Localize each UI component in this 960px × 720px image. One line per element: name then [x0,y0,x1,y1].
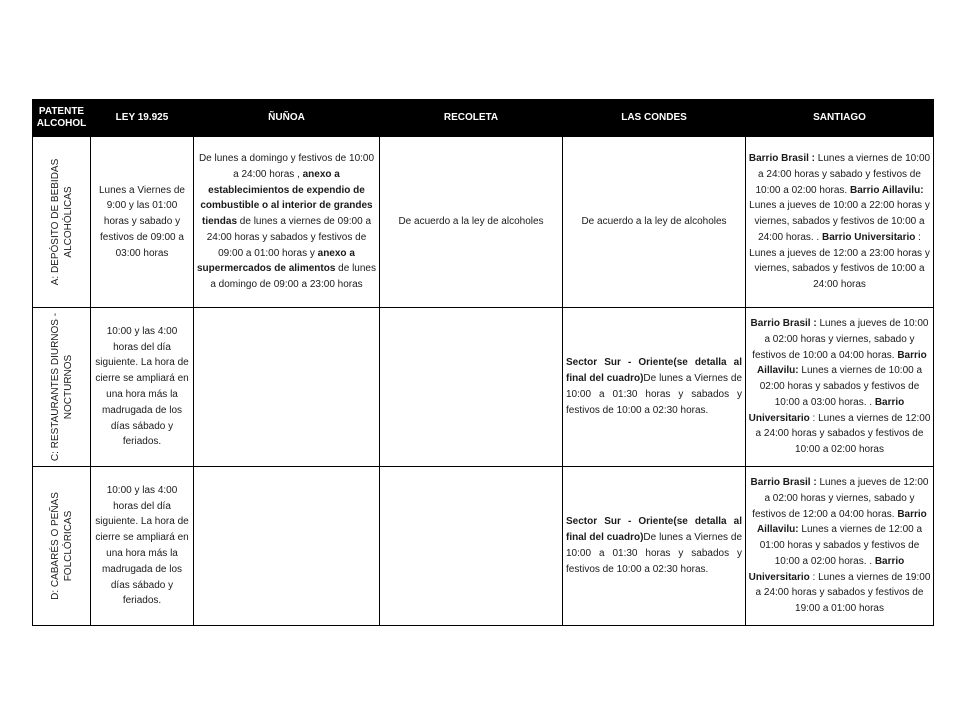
las-condes-text: De lunes a Viernes de 10:00 a 01:30 horas y sabados y festivos de 10:00 a 02:30 horas. [566,532,742,575]
barrio-aillavilu-label: Barrio Aillavilu: [756,349,927,377]
recoleta-cell [380,308,563,467]
barrio-aillavilu-label: Barrio Aillavilu: [756,508,927,536]
las-condes-text: De lunes a Viernes de 10:00 a 01:30 horas y sabados y festivos de 10:00 a 02:30 horas. [566,373,742,416]
category-cell [33,467,91,626]
nunoa-cell [194,308,380,467]
header-recoleta: RECOLETA [380,100,563,137]
nunoa-text: de lunes a viernes de 09:00 a 24:00 horas y sabados y festivos de 09:00 a 01:00 horas y [206,216,371,259]
las-condes-cell [563,308,746,467]
alcohol-license-table [32,99,934,626]
nunoa-text: de lunes a domingo de 09:00 a 23:00 horas [210,263,376,291]
santiago-cell [746,137,934,308]
table-row [33,467,934,626]
santiago-cell [746,308,934,467]
header-row [33,100,934,137]
header-patente: PATENTE ALCOHOL [33,100,91,137]
category-label: D: CABARÉS O PEÑAS FOLCLÓRICAS [49,492,74,600]
barrio-aillavilu-label: Barrio Aillavilu: [849,184,924,196]
santiago-text: Lunes a viernes de 12:00 a 01:00 horas y sabados y festivos de 10:00 a 02:00 horas. . [759,524,923,567]
table-row [33,308,934,467]
category-cell [33,137,91,308]
ley-cell: 10:00 y las 4:00 horas del día siguiente. La hora de cierre se ampliará en una hora más la madrugada de los días sábado y feriados. [91,308,194,467]
nunoa-text: De lunes a domingo y festivos de 10:00 a 24:00 horas , [198,152,375,180]
header-santiago: SANTIAGO [746,100,934,137]
nunoa-cell [194,137,380,308]
ley-cell: 10:00 y las 4:00 horas del día siguiente. La hora de cierre se ampliará en una hora más la madrugada de los días sábado y feriados. [91,467,194,626]
santiago-text: Lunes a jueves de 10:00 a 22:00 horas y viernes, sabados y festivos de 10:00 a 24:00 horas. . [749,200,930,243]
santiago-text: Lunes a jueves de 10:00 a 02:00 horas y viernes, sabado y festivos de 10:00 a 04:00 horas. [752,317,929,361]
barrio-universitario-label: Barrio Universitario [822,231,916,243]
barrio-brasil-label: Barrio Brasil : [748,152,816,164]
las-condes-cell: De acuerdo a la ley de alcoholes [563,137,746,308]
header-ley: LEY 19.925 [91,100,194,137]
sector-label: Sector Sur - Oriente(se detalla al final del cuadro) [566,357,742,385]
category-cell [33,308,91,467]
category-label: A: DEPÓSITO DE BEBIDAS ALCOHÓLICAS [49,158,74,286]
santiago-text: Lunes a jueves de 12:00 a 02:00 horas y viernes, sabado y festivos de 12:00 a 04:00 horas. [752,476,929,520]
recoleta-cell: De acuerdo a la ley de alcoholes [380,137,563,308]
santiago-text: Lunes a viernes de 10:00 a 24:00 horas y sabado y festivos de 10:00 a 02:00 horas. [755,152,931,196]
ley-cell: Lunes a Viernes de 9:00 y las 01:00 horas y sabado y festivos de 09:00 a 03:00 horas [91,137,194,308]
table-row [33,137,934,308]
sector-label: Sector Sur - Oriente(se detalla al final del cuadro) [566,516,742,544]
las-condes-cell [563,467,746,626]
santiago-text: : Lunes a jueves de 12:00 a 23:00 horas y viernes, sabados y festivos de 10:00 a 24:00 horas [749,231,930,291]
barrio-brasil-label: Barrio Brasil : [750,476,817,488]
santiago-text: : Lunes a viernes de 12:00 a 24:00 horas y sabados y festivos de 10:00 a 02:00 horas [755,412,931,456]
barrio-universitario-label: Barrio Universitario [748,396,905,424]
category-label: C: RESTAURANTES DIURNOS - NOCTURNOS [49,312,74,462]
santiago-cell [746,467,934,626]
nunoa-cell [194,467,380,626]
recoleta-cell [380,467,563,626]
santiago-text: Lunes a viernes de 10:00 a 02:00 horas y sabados y festivos de 10:00 a 03:00 horas. . [759,365,923,408]
nunoa-bold: anexo a supermercados de alimentos [197,247,355,275]
header-las-condes: LAS CONDES [563,100,746,137]
barrio-brasil-label: Barrio Brasil : [750,317,817,329]
nunoa-bold: anexo a establecimientos de expendio de combustible o al interior de grandes tiendas [200,168,373,228]
santiago-text: : Lunes a viernes de 19:00 a 24:00 horas y sabados y festivos de 19:00 a 01:00 horas [755,571,931,615]
barrio-universitario-label: Barrio Universitario [748,555,905,583]
header-nunoa: ÑUÑOA [194,100,380,137]
